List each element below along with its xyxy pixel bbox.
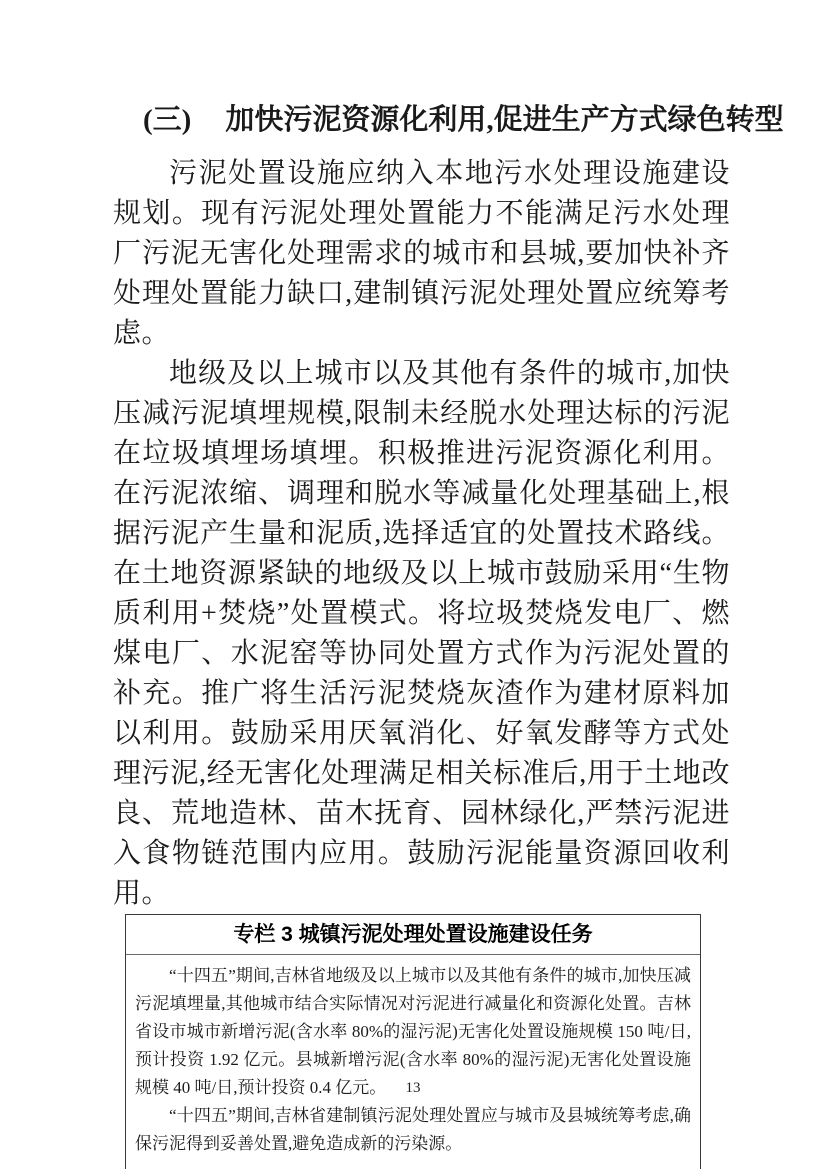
- callout-box-title: 专栏 3 城镇污泥处理处置设施建设任务: [126, 915, 700, 955]
- section-heading: [113, 100, 784, 140]
- body-paragraph-2: 地级及以上城市以及其他有条件的城市,加快压减污泥填埋规模,限制未经脱水处理达标的污泥在垃圾填埋场填埋。积极推进污泥资源化利用。在污泥浓缩、调理和脱水等减量化处理基础上,根据污泥产生量和泥质,选择适宜的处置技术路线。在土地资源紧缺的地级及以上城市鼓励采用“生物质利用+焚烧”处置模式。将垃圾焚烧发电厂、燃煤电厂、水泥窑等协同处置方式作为污泥处置的补充。推广将生活污泥焚烧灰渣作为建材原料加以利用。鼓励采用厌氧消化、好氧发酵等方式处理污泥,经无害化处理满足相关标准后,用于土地改良、荒地造林、苗木抚育、园林绿化,严禁污泥进入食物链范围内应用。鼓励污泥能量资源回收利用。: [113, 358, 730, 909]
- section-title: 加快污泥资源化利用,促进生产方式绿色转型: [225, 104, 784, 136]
- callout-box-column-3: [125, 914, 701, 1169]
- body-paragraph-1: 污泥处置设施应纳入本地污水处理设施建设规划。现有污泥处理处置能力不能满足污水处理厂污泥无害化处理需求的城市和县城,要加快补齐处理处置能力缺口,建制镇污泥处理处置应统筹考虑。: [113, 158, 730, 349]
- callout-box-paragraph-1: “十四五”期间,吉林省地级及以上城市以及其他有条件的城市,加快压减污泥填埋量,其他城市结合实际情况对污泥进行减量化和资源化处置。吉林省设市城市新增污泥(含水率 80%的湿污泥)无害化处置设施规模 150 吨/日,预计投资 1.92 亿元。县城新增污泥(含水率 80%的湿污泥)无害化处置设施规模 40 吨/日,预计投资 0.4 亿元。: [135, 966, 691, 1097]
- callout-box-body: [126, 955, 700, 1169]
- body-text: [113, 154, 730, 914]
- page-number: 13: [405, 1080, 421, 1096]
- page-content: [113, 100, 784, 1169]
- section-number: (三): [143, 104, 192, 136]
- callout-box-paragraph-2: “十四五”期间,吉林省建制镇污泥处理处置应与城市及县城统筹考虑,确保污泥得到妥善处置,避免造成新的污染源。: [135, 1106, 691, 1153]
